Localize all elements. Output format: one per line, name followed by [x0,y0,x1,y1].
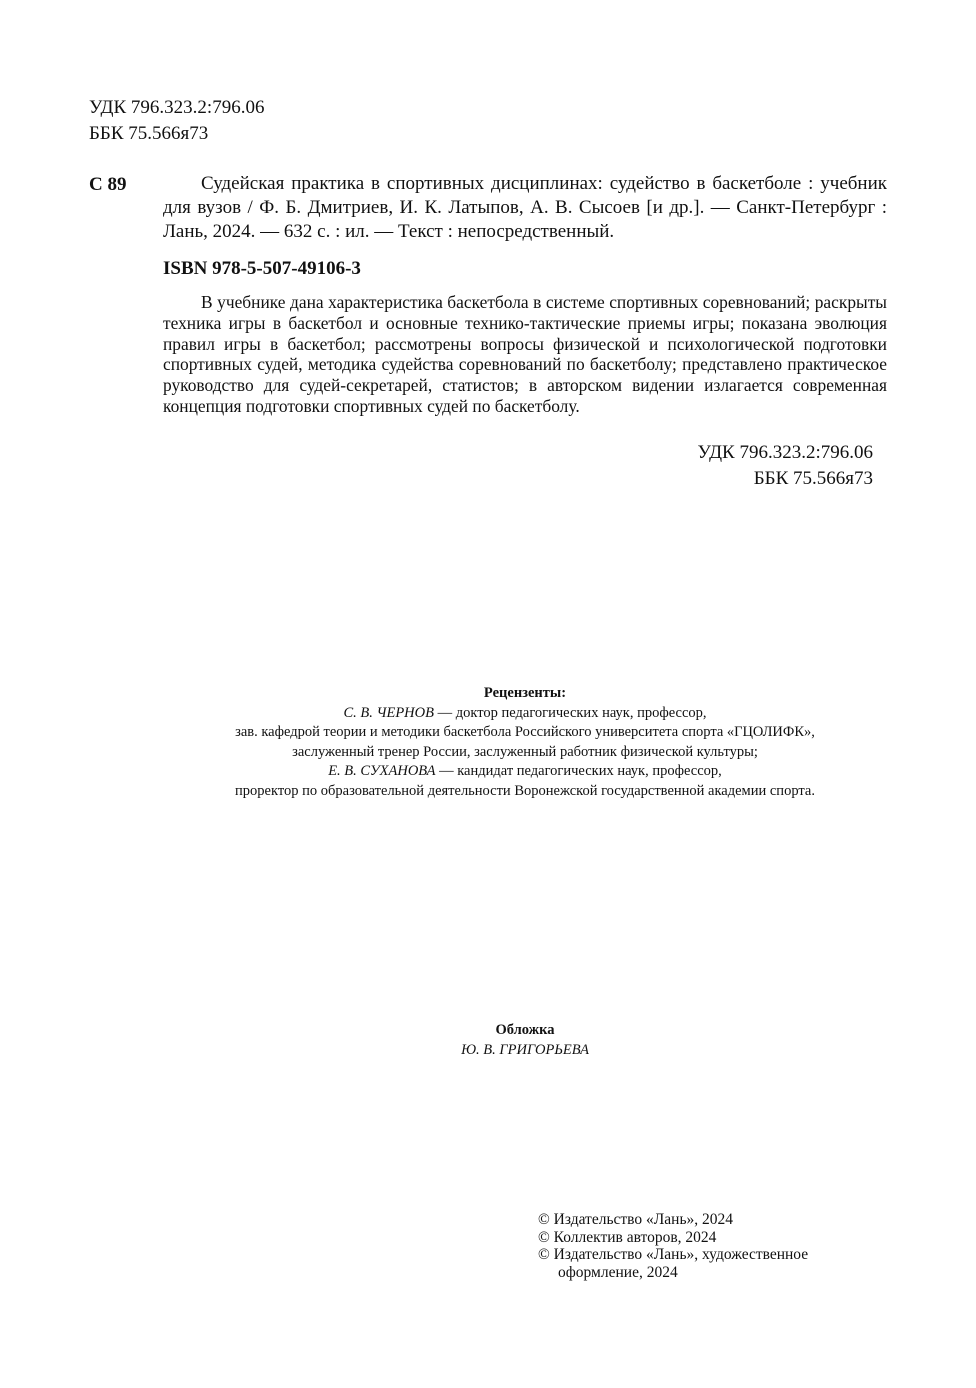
cover-designer: Ю. В. ГРИГОРЬЕВА [461,1041,589,1058]
copyright-line: оформление, 2024 [558,1263,678,1281]
copyright-line: © Издательство «Лань», художественное [538,1246,809,1263]
bibliographic-entry: Судейская практика в спортивных дисциплинах: судейство в баскетболе : учебник для вузов / Ф. Б. Дмитриев, И. К. Латыпов, А. В. Сысоев [и др.]. — Санкт-Петербург : Лань, 2024. — 632 с. : ил. — Текст : непосредственный. [163,173,887,242]
cover-credit [100,1021,950,1060]
copyright-block [538,1211,808,1281]
reviewers-heading: Рецензенты: [483,685,567,701]
reviewer-title: — кандидат педагогических наук, профессор, [435,763,722,779]
bbk-code: ББК 75.566я73 [753,468,873,489]
reviewer-line [100,704,950,724]
reviewers-block [100,684,950,801]
udk-code: УДК 796.323.2:796.06 [697,442,873,463]
isbn: ISBN 978-5-507-49106-3 [163,258,361,279]
reviewer-line [100,762,950,782]
reviewer-name: С. В. ЧЕРНОВ [343,704,434,721]
copyright-line: © Издательство «Лань», 2024 [538,1211,734,1228]
author-mark: С 89 [89,174,127,195]
copyright-line: © Коллектив авторов, 2024 [538,1228,717,1246]
reviewer-line: заслуженный тренер России, заслуженный работник физической культуры; [292,743,758,760]
reviewer-name: Е. В. СУХАНОВА [328,763,436,779]
reviewer-line: проректор по образовательной деятельности Воронежской государственной академии спорта. [235,782,815,799]
reviewer-line: зав. кафедрой теории и методики баскетбола Российского университета спорта «ГЦОЛИФК», [235,724,815,740]
bbk-code: ББК 75.566я73 [89,123,209,144]
cover-heading: Обложка [495,1022,555,1038]
classification-codes-bottom [698,440,873,492]
reviewer-title: — доктор педагогических наук, профессор, [434,704,707,721]
annotation: В учебнике дана характеристика баскетбола в системе спортивных соревнований; раскрыты техника игры в баскетбол и основные технико-тактические приемы игры; показана эволюция правил игры в баскетбол; рассмотрены вопросы физической и психологической подготовки спортивных судей, методика судейства соревнований по баскетболу; представлено практическое руководство для судей-секретарей, статистов; в авторском видении излагается современная концепция подготовки спортивных судей по баскетболу. [163,292,887,416]
udk-code: УДК 796.323.2:796.06 [89,97,265,118]
classification-codes-top [89,95,264,147]
